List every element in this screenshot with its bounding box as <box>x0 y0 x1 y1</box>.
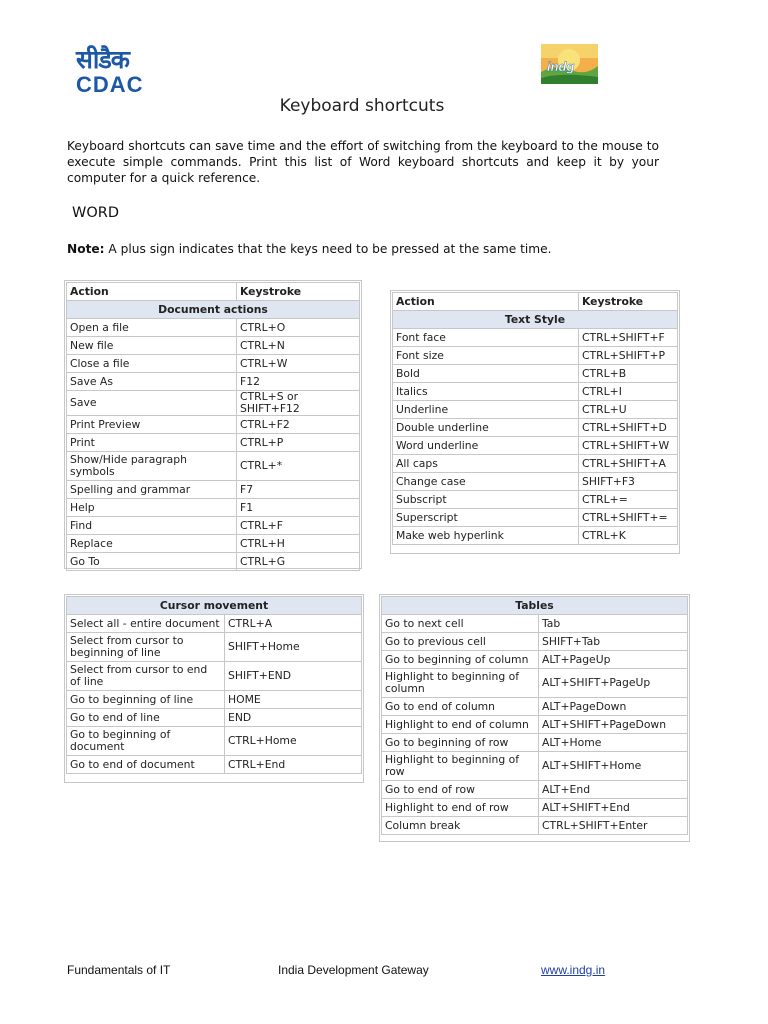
keystroke-cell: F1 <box>237 499 360 517</box>
action-cell: Italics <box>393 383 579 401</box>
note-label: Note: <box>67 242 105 256</box>
keystroke-cell: ALT+End <box>539 781 688 799</box>
keystroke-cell: ALT+PageUp <box>539 651 688 669</box>
table-row <box>382 651 688 669</box>
table-header-row <box>67 283 360 301</box>
action-cell: Go to beginning of line <box>67 691 225 709</box>
action-cell: Replace <box>67 535 237 553</box>
keystroke-cell: CTRL+SHIFT+P <box>579 347 678 365</box>
table-row <box>393 401 678 419</box>
table-row <box>393 419 678 437</box>
note-line <box>67 242 687 256</box>
table-row <box>67 434 360 452</box>
action-cell: Font size <box>393 347 579 365</box>
header-keystroke: Keystroke <box>237 283 360 301</box>
table-row <box>67 727 362 756</box>
header-action: Action <box>393 293 579 311</box>
table-row <box>393 473 678 491</box>
keystroke-cell: CTRL+Home <box>225 727 362 756</box>
action-cell: Go to beginning of column <box>382 651 539 669</box>
table-row <box>67 373 360 391</box>
table-row <box>67 319 360 337</box>
action-cell: Make web hyperlink <box>393 527 579 545</box>
table-row <box>393 437 678 455</box>
keystroke-cell: CTRL+A <box>225 615 362 633</box>
indg-logo-image <box>541 44 598 84</box>
action-cell: Go to end of column <box>382 698 539 716</box>
table-header-row <box>393 293 678 311</box>
keystroke-cell: CTRL+S or SHIFT+F12 <box>237 391 360 416</box>
action-cell: Highlight to end of column <box>382 716 539 734</box>
action-cell: Go to end of row <box>382 781 539 799</box>
table-row <box>67 355 360 373</box>
keystroke-cell: ALT+Home <box>539 734 688 752</box>
action-cell: Go to next cell <box>382 615 539 633</box>
note-text: A plus sign indicates that the keys need to be pressed at the same time. <box>104 242 552 256</box>
header-action: Action <box>67 283 237 301</box>
table-row <box>382 698 688 716</box>
keystroke-cell: CTRL+SHIFT+Enter <box>539 817 688 835</box>
table-row <box>67 535 360 553</box>
action-cell: Go to end of document <box>67 756 225 774</box>
table-row <box>393 509 678 527</box>
keystroke-cell: F7 <box>237 481 360 499</box>
keystroke-cell: CTRL+SHIFT+= <box>579 509 678 527</box>
keystroke-cell: F12 <box>237 373 360 391</box>
keystroke-cell: CTRL+H <box>237 535 360 553</box>
keystroke-cell: ALT+PageDown <box>539 698 688 716</box>
keystroke-cell: HOME <box>225 691 362 709</box>
footer-left: Fundamentals of IT <box>67 963 171 977</box>
table-row <box>393 383 678 401</box>
table-row <box>67 709 362 727</box>
action-cell: Change case <box>393 473 579 491</box>
table-row <box>67 633 362 662</box>
action-cell: Bold <box>393 365 579 383</box>
keystroke-cell: CTRL+P <box>237 434 360 452</box>
group-title: Document actions <box>67 301 360 319</box>
table-row <box>382 817 688 835</box>
group-row <box>382 597 688 615</box>
group-row <box>67 301 360 319</box>
table-row <box>393 365 678 383</box>
action-cell: Column break <box>382 817 539 835</box>
keystroke-cell: CTRL+* <box>237 452 360 481</box>
action-cell: Highlight to beginning of row <box>382 752 539 781</box>
action-cell: Subscript <box>393 491 579 509</box>
keystroke-cell: CTRL+F <box>237 517 360 535</box>
cdac-logo <box>76 46 154 100</box>
action-cell: Go to beginning of row <box>382 734 539 752</box>
table-row <box>67 337 360 355</box>
action-cell: Save <box>67 391 237 416</box>
action-cell: Print Preview <box>67 416 237 434</box>
action-cell: Select from cursor to beginning of line <box>67 633 225 662</box>
keystroke-cell: CTRL+O <box>237 319 360 337</box>
table-row <box>393 347 678 365</box>
action-cell: Open a file <box>67 319 237 337</box>
keystroke-cell: CTRL+G <box>237 553 360 571</box>
action-cell: Show/Hide paragraph symbols <box>67 452 237 481</box>
action-cell: Go To <box>67 553 237 571</box>
table-row <box>67 416 360 434</box>
keystroke-cell: SHIFT+Tab <box>539 633 688 651</box>
table-row <box>67 481 360 499</box>
keystroke-cell: CTRL+SHIFT+W <box>579 437 678 455</box>
table-row <box>382 615 688 633</box>
action-cell: Spelling and grammar <box>67 481 237 499</box>
section-heading: WORD <box>72 205 119 221</box>
table-row <box>67 662 362 691</box>
table-row <box>382 633 688 651</box>
group-title: Cursor movement <box>67 597 362 615</box>
keystroke-cell: SHIFT+F3 <box>579 473 678 491</box>
action-cell: Go to previous cell <box>382 633 539 651</box>
action-cell: Close a file <box>67 355 237 373</box>
text-style-table <box>392 292 678 545</box>
keystroke-cell: END <box>225 709 362 727</box>
table-row <box>67 553 360 571</box>
table-row <box>382 752 688 781</box>
table-row <box>393 455 678 473</box>
action-cell: All caps <box>393 455 579 473</box>
indg-logo-text: indg <box>547 59 575 74</box>
keystroke-cell: CTRL+I <box>579 383 678 401</box>
table-row <box>67 499 360 517</box>
table-row <box>393 527 678 545</box>
intro-paragraph: Keyboard shortcuts can save time and the effort of switching from the keyboard to the mouse to execute simple commands. Print this list of Word keyboard shortcuts and keep it by your computer for a quick reference. <box>67 139 659 185</box>
group-title: Tables <box>382 597 688 615</box>
table-row <box>393 491 678 509</box>
keystroke-cell: ALT+SHIFT+Home <box>539 752 688 781</box>
action-cell: Help <box>67 499 237 517</box>
keystroke-cell: CTRL+K <box>579 527 678 545</box>
page-title: Keyboard shortcuts <box>279 96 445 116</box>
action-cell: Superscript <box>393 509 579 527</box>
table-row <box>67 391 360 416</box>
keystroke-cell: Tab <box>539 615 688 633</box>
group-row <box>67 597 362 615</box>
table-row <box>67 452 360 481</box>
keystroke-cell: SHIFT+Home <box>225 633 362 662</box>
table-row <box>382 799 688 817</box>
keystroke-cell: SHIFT+END <box>225 662 362 691</box>
document-actions-table <box>66 282 360 571</box>
keystroke-cell: ALT+SHIFT+PageUp <box>539 669 688 698</box>
action-cell: Highlight to end of row <box>382 799 539 817</box>
action-cell: Font face <box>393 329 579 347</box>
table-row <box>382 781 688 799</box>
footer-link[interactable]: www.indg.in <box>541 963 606 977</box>
table-row <box>393 329 678 347</box>
cdac-logo-hindi: सीडैक <box>76 45 129 74</box>
action-cell: New file <box>67 337 237 355</box>
action-cell: Double underline <box>393 419 579 437</box>
keystroke-cell: CTRL+F2 <box>237 416 360 434</box>
action-cell: Go to beginning of document <box>67 727 225 756</box>
keystroke-cell: CTRL+SHIFT+D <box>579 419 678 437</box>
table-row <box>382 734 688 752</box>
action-cell: Go to end of line <box>67 709 225 727</box>
action-cell: Underline <box>393 401 579 419</box>
keystroke-cell: ALT+SHIFT+PageDown <box>539 716 688 734</box>
table-row <box>67 691 362 709</box>
group-row <box>393 311 678 329</box>
header-keystroke: Keystroke <box>579 293 678 311</box>
cdac-logo-latin: CDAC <box>76 72 144 97</box>
footer-center: India Development Gateway <box>278 963 429 977</box>
table-row <box>67 615 362 633</box>
cursor-movement-table <box>66 596 362 774</box>
table-row <box>67 517 360 535</box>
keystroke-cell: CTRL+SHIFT+A <box>579 455 678 473</box>
keystroke-cell: CTRL+W <box>237 355 360 373</box>
tables-table <box>381 596 688 835</box>
table-row <box>382 716 688 734</box>
keystroke-cell: ALT+SHIFT+End <box>539 799 688 817</box>
action-cell: Save As <box>67 373 237 391</box>
action-cell: Print <box>67 434 237 452</box>
action-cell: Select all - entire document <box>67 615 225 633</box>
keystroke-cell: CTRL+End <box>225 756 362 774</box>
indg-logo <box>541 44 598 84</box>
table-row <box>382 669 688 698</box>
action-cell: Find <box>67 517 237 535</box>
action-cell: Word underline <box>393 437 579 455</box>
keystroke-cell: CTRL+U <box>579 401 678 419</box>
keystroke-cell: CTRL+SHIFT+F <box>579 329 678 347</box>
action-cell: Highlight to beginning of column <box>382 669 539 698</box>
group-title: Text Style <box>393 311 678 329</box>
table-row <box>67 756 362 774</box>
keystroke-cell: CTRL+B <box>579 365 678 383</box>
action-cell: Select from cursor to end of line <box>67 662 225 691</box>
keystroke-cell: CTRL+= <box>579 491 678 509</box>
keystroke-cell: CTRL+N <box>237 337 360 355</box>
